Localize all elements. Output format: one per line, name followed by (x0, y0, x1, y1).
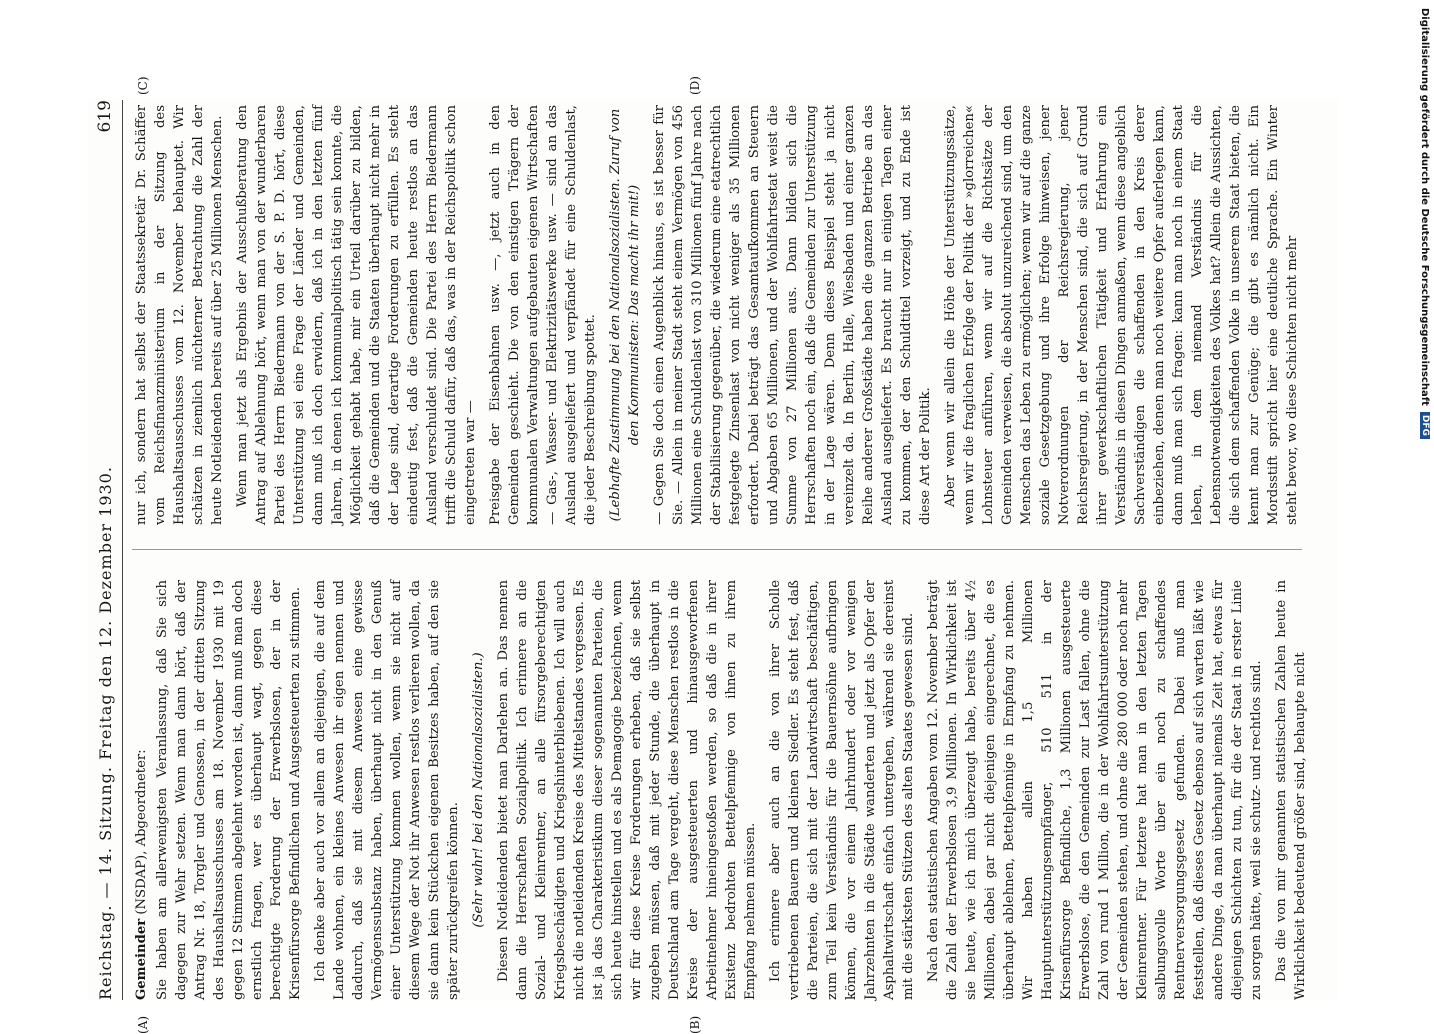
margin-mark-d: (D) (688, 76, 702, 95)
paragraph: Sie haben am allerwenigsten Veranlassung, daß Sie sich dagegen zur Wehr setzen. Wenn man dann hört, daß der Antrag Nr. 18, Torgler und Genossen, in der dritten Sitzung des Haushaltsausschusses am 18. November 1930 mit 19 gegen 12 Stimmen abgelehnt worden ist, dann muß man doch ernstlich fragen, wer es überhaupt wagt, gegen diese berechtigte Forderung der Erwerbslosen, der in der Krisenfürsorge Befindlichen und Ausgesteuerten zu stimmen. (155, 580, 303, 1000)
speaker-line (132, 580, 151, 1000)
paragraph: Nach den statistischen Angaben vom 12. November beträgt die Zahl der Erwerbslosen 3,9 Millionen. In Wirklichkeit ist sie heute, wie ich mich überzeugt habe, bereits über 4½ Millionen, dabei gar nicht diejenigen eingerechnet, die es überhaupt ablehnen, Bettelpfennige in Empfang zu nehmen. Wir haben allein 1,5 Millionen Hauptunterstützungsempfänger, 510 511 in der Krisenfürsorge Befindliche, 1,3 Millionen ausgesteuerte Erwerbslose, die den Gemeinden zur Last fallen, ohne die Zahl von rund 1 Million, die in der Wohlfahrtsunterstützung der Gemeinden stehen, und ohne die 280 000 oder noch mehr Kleinrentner. Für letztere hat man in den letzten Tagen salbungsvolle Worte über ein noch zu schaffendes Rentnerversorgungsgesetz gefunden. Dabei muß man feststellen, daß dieses Gesetz ebenso auf sich warten läßt wie andere Dinge, da man überhaupt niemals Zeit hat, etwas für diejenigen Schichten zu tun, für die der Staat in erster Linie zu sorgen hätte, weil sie schutz- und rechtlos sind. (926, 580, 1264, 1000)
column-divider (132, 549, 1302, 550)
scanned-page (88, 76, 1338, 1034)
header-title: Reichstag. — 14. Sitzung. Freitag den 12. Dezember 1930. (95, 466, 115, 1000)
paragraph: Das die von mir genannten statistischen Zahlen heute in Wirklichkeit bedeutend größer sind, behaupte nicht (1274, 580, 1308, 1000)
paragraph: Aber wenn wir allein die Höhe der Unterstützungssätze, wenn wir die fraglichen Erfolge der Politik der »glorreichen« Lohnsteuer anführen, wenn wir auf die Richtsätze der Gemeinden verweisen, die absolut unzureichend sind, um den Menschen das Leben zu ermöglichen; wenn wir auf die ganze soziale Gesetzgebung und ihre Erfolge hinweisen, jener Notverordnungen der Reichsregierung, jener Reichsregierung, in der Menschen sind, die sich auf Grund ihrer gewerkschaftlichen Tätigkeit und Erfahrung ein Verständnis in diesen Dingen anmaßen, wenn diese angeblich Sachverständigen die schaffenden in den Kreis derer einbeziehen, denen man noch weitere Opfer auferlegen kann, dann muß man sich fragen: kann man noch in einem Staat leben, in dem niemand Verständnis für die Lebensnotwendigkeiten des Volkes hat? Allein die Aussichten, die sich dem schaffenden Volke in unserem Staat bieten, die kennt man zur Genüge; die gibt es nämlich nicht. Ein Mordsstift spricht hier eine deutliche Sprache. Ein Winter steht bevor, wo diese Schichten nicht mehr (943, 105, 1300, 525)
interjection: (Sehr wahr! bei den Nationalsozialisten.) (471, 652, 486, 928)
dfg-logo: DFG (1420, 412, 1430, 439)
paragraph: Preisgabe der Eisenbahnen usw. —, jetzt auch in den Gemeinden geschieht. Die von den einstigen Trägern der kommunalen Verwaltungen aufgebauten eigenen Wirtschaften — Gas-, Wasser- und Elektrizitätswerke usw. — sind an das Ausland ausgeliefert und verpfändet für eine Schuldenlast, die jeder Beschreibung spottet. (488, 105, 598, 525)
margin-mark-b: (B) (688, 1015, 702, 1034)
margin-mark-a: (A) (136, 1015, 150, 1034)
digitization-text: Digitalisierung gefördert durch die Deutsche Forschungsgemeinschaft (1419, 8, 1431, 406)
paragraph: Ich denke aber auch vor allem an diejenigen, die auf dem Lande wohnen, ein kleines Anwesen ihr eigen nennen und dadurch, daß sie mit diesem Anwesen eine gewisse Vermögenssubstanz haben, überhaupt nicht in den Genuß einer Unterstützung kommen wollen, wenn sie nicht auf diesem Wege der Not ihr Anwesen restlos verlieren wollen, da sie dann kein Stückchen eigenen Besitzes haben, auf den sie später zurückgreifen können. (313, 580, 461, 1000)
paragraph: Wenn man jetzt als Ergebnis der Ausschußberatung den Antrag auf Ablehnung hört, wenn man von der wunderbaren Partei des Herrn Biedermann von der S. P. D. hört, diese Unterstützung sei eine Frage der Länder und Gemeinden, dann muß ich doch erwidern, daß ich in den letzten fünf Jahren, in denen ich kommunalpolitisch tätig sein konnte, die Möglichkeit gehabt habe, mir ein Urteil darüber zu bilden, daß die Gemeinden und die Staaten überhaupt nicht mehr in der Lage sind, derartige Forderungen zu erfüllen. Es steht eindeutig fest, daß die Gemeinden heute restlos an das Ausland verschuldet sind. Die Partei des Herrn Biedermann trifft die Schuld dafür, daß das, was in der Reichspolitik schon eingetreten war — (235, 105, 478, 525)
page-number: 619 (95, 100, 115, 133)
page-header (88, 100, 123, 1000)
digitization-note (1418, 8, 1432, 768)
paragraph: nur ich, sondern hat selbst der Staatssekretär Dr. Schäffer vom Reichsfinanzministerium in der Sitzung des Haushaltsausschusses vom 12. November behauptet. Wir schätzen in ziemlich nüchterner Betrachtung die Zahl der heute Notleidenden bereits auf über 25 Millionen Menschen. (134, 105, 225, 525)
speaker-role: (NSDAP), Abgeordneter: (134, 749, 149, 915)
speaker-name: Gemeinder (134, 918, 149, 1000)
paragraph: — Gegen Sie doch einen Augenblick hinaus, es ist besser für Sie. — Allein in meiner Stadt steht einem Vermögen von 456 Millionen eine Schuldenlast von 310 Millionen fünf Jahre nach der Stabilisierung gegenüber, die wiederum eine etatrechtlich festgelegte Zinsenlast von nicht weniger als 35 Millionen erfordert. Dabei beträgt das Gesamtaufkommen an Steuern und Abgaben 65 Millionen, und der Wohlfahrtsetat weist die Summe von 27 Millionen aus. Dann bilden sich die Herrschaften noch ein, daß die Gemeinden zur Unterstützung in der Lage wären. Denn dieses Beispiel steht ja nicht vereinzelt da. In Berlin, Halle, Wiesbaden und einer ganzen Reihe anderer Großstädte haben die ganzen Betriebe an das Ausland ausgeliefert. Es braucht nur in einigen Tagen einer zu kommen, der den Schuldtitel vorzeigt, und zu Ende ist diese Art der Politik. (652, 105, 933, 525)
interjection: (Lebhafte Zustimmung bei den Nationalsozialisten. Zuruf von den Kommunisten: Das macht ihr mit!) (608, 108, 642, 522)
right-column (132, 105, 1302, 525)
left-column (132, 580, 1308, 1000)
paragraph: Ich erinnere aber auch an die von ihrer Scholle vertriebenen Bauern und kleinen Siedler. Es steht fest, daß die Parteien, die sich mit der Landwirtschaft beschäftigen, zum Teil kein Verständnis für die Bauernsöhne aufbringen können, die vor einem Jahrhundert oder vor wenigen Jahrzehnten in die Städte wanderten und jetzt als Opfer der Asphaltwirtschaft einfach untergehen, während sie dereinst mit die stärksten Stützen des alten Staates gewesen sind. (768, 580, 916, 1000)
margin-mark-c: (C) (136, 76, 150, 95)
paragraph: Diesen Notleidenden bietet man Darlehen an. Das nennen dann die Herrschaften Sozialpolitik. Ich erinnere an die Sozial- und Kleinrentner, an alle fürsorgeberechtigten Kriegsbeschädigten und Kriegshinterbliebenen. Ich will auch nicht die notleidenden Kreise des Mittelstandes vergessen. Es ist ja das Charakteristikum dieser sogenannten Parteien, die sich heute hinstellen und es als Demagogie bezeichnen, wenn wir für diese Kreise Forderungen erheben, daß sie selbst zugeben müssen, daß mit jeder Stunde, die überhaupt in Deutschland am Tage vergeht, diese Menschen restlos in die Kreise der ausgesteuerten und hinausgeworfenen Arbeitnehmer hineingestoßen werden, so daß die in ihrer Existenz bedrohten Bettelpfennige von ihnen zu ihrem Empfang nehmen müssen. (496, 580, 758, 1000)
